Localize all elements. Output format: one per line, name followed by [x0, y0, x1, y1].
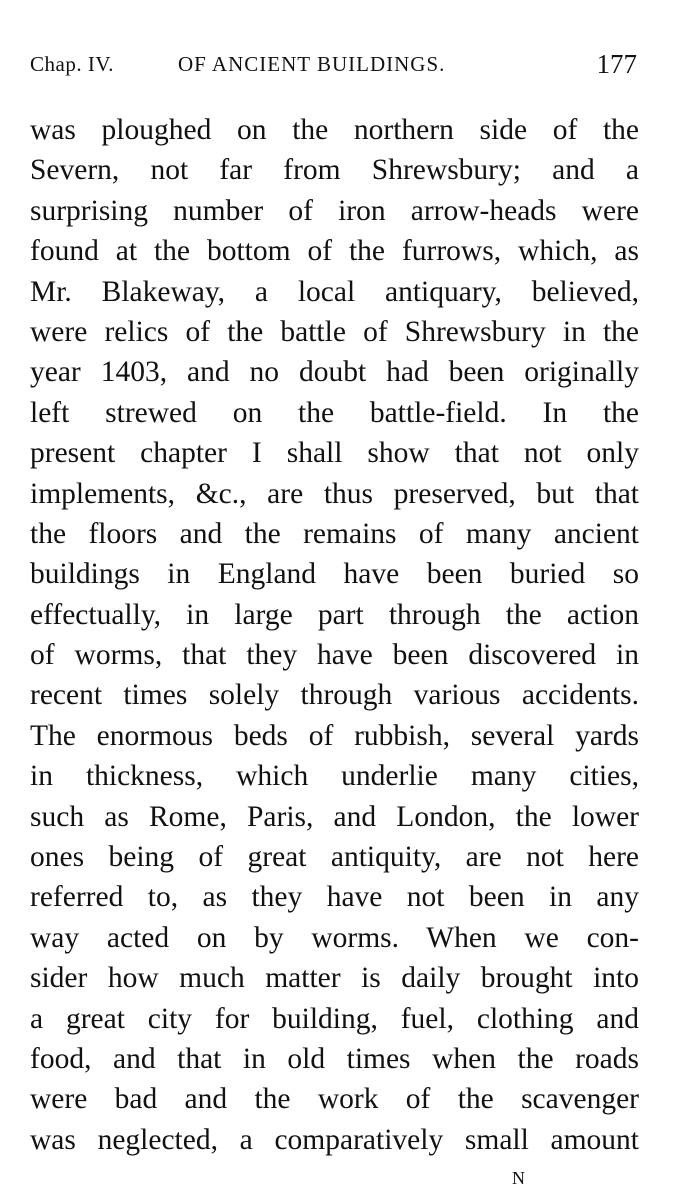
text-line: were bad and the work of the scavenger [30, 1083, 639, 1116]
text-line: the floors and the remains of many ancient [30, 517, 639, 550]
text-line: was ploughed on the northern side of the [30, 114, 639, 146]
text-line: effectually, in large part through the action [30, 598, 639, 631]
text-line: were relics of the battle of Shrewsbury in the [30, 315, 639, 348]
text-line: such as Rome, Paris, and London, the lower [30, 800, 639, 833]
text-line: referred to, as they have not been in any [30, 881, 639, 914]
text-line: in thickness, which underlie many cities, [30, 760, 639, 793]
text-line: food, and that in old times when the roads [30, 1042, 639, 1075]
text-line: way acted on by worms. When we con- [30, 921, 639, 954]
text-line: was neglected, a comparatively small amount [30, 1123, 639, 1156]
text-line: ones being of great antiquity, are not here [30, 841, 639, 874]
text-line: year 1403, and no doubt had been originally [30, 356, 639, 389]
running-head [30, 49, 637, 84]
text-line: The enormous beds of rubbish, several yards [30, 719, 639, 752]
text-line: buildings in England have been buried so [30, 558, 639, 591]
text-line: a great city for building, fuel, clothing and [30, 1002, 639, 1035]
text-line: surprising number of iron arrow-heads were [30, 194, 639, 227]
text-line: sider how much matter is daily brought into [30, 962, 639, 995]
text-line: found at the bottom of the furrows, which, as [30, 235, 639, 268]
text-line: Severn, not far from Shrewsbury; and a [30, 154, 639, 187]
text-line: Mr. Blakeway, a local antiquary, believed, [30, 275, 639, 308]
signature-mark: N [512, 1168, 526, 1188]
text-line: present chapter I shall show that not only [30, 437, 639, 470]
chapter-label: Chap. IV. [30, 52, 115, 76]
text-line: of worms, that they have been discovered in [30, 639, 639, 672]
page-number: 177 [596, 49, 637, 79]
running-title: OF ANCIENT BUILDINGS. [178, 52, 446, 76]
text-line: recent times solely through various accidents. [30, 679, 639, 712]
body-text [30, 110, 639, 1160]
text-line: left strewed on the battle-field. In the [30, 396, 639, 429]
text-line: implements, &c., are thus preserved, but that [30, 477, 639, 510]
